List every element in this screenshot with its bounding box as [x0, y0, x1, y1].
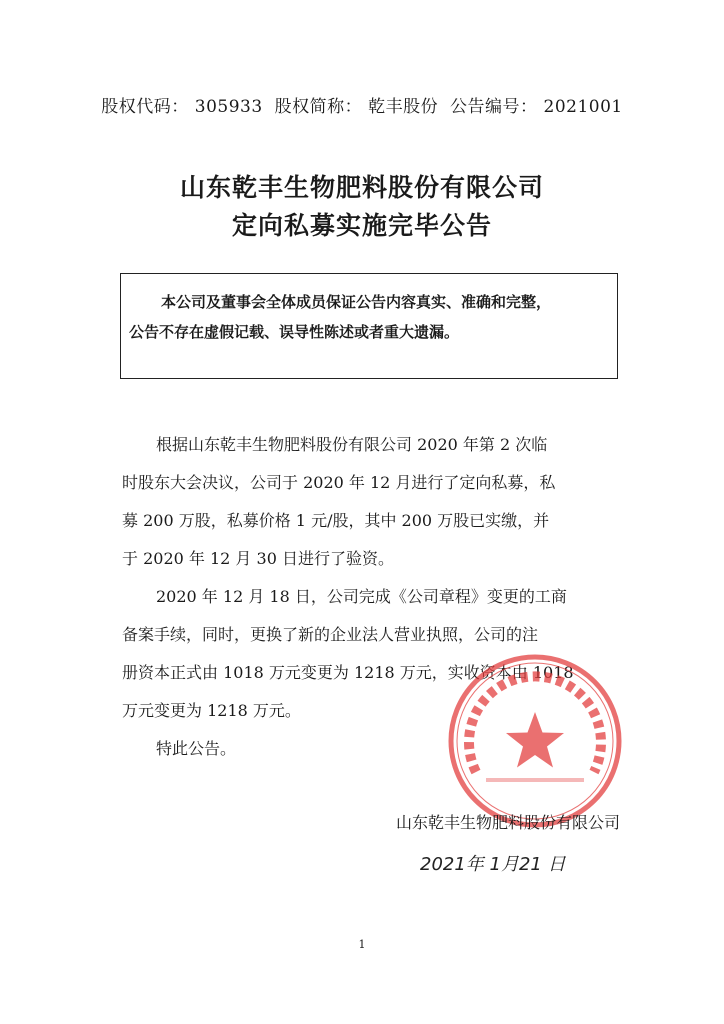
stock-abbr: 乾丰股份	[368, 97, 439, 117]
paragraph-private-placement	[122, 426, 622, 578]
seal-star-icon	[506, 712, 564, 768]
stock-code: 305933	[194, 97, 263, 117]
paragraph-line: 册资本正式由 1018 万元变更为 1218 万元，实收资本由 1018	[122, 663, 574, 682]
disclaimer-line-1: 本公司及董事会全体成员保证公告内容真实、准确和完整，	[161, 293, 552, 311]
paragraph-line: 时股东大会决议，公司于 2020 年 12 月进行了定向私募，私	[122, 473, 556, 492]
announcement-title: 定向私募实施完毕公告	[231, 211, 492, 240]
disclaimer-line-2: 公告不存在虚假记载、误导性陈述或者重大遗漏。	[129, 323, 460, 341]
paragraph-line: 于 2020 年 12 月 30 日进行了验资。	[122, 549, 394, 568]
stock-info-header	[0, 92, 724, 117]
company-seal-stamp	[446, 652, 624, 830]
closing-text: 特此公告。	[156, 739, 237, 758]
notice-no-label: 公告编号：	[450, 97, 538, 117]
paragraph-line: 2020 年 12 月 18 日，公司完成《公司章程》变更的工商	[156, 587, 567, 606]
paragraph-line: 备案手续，同时，更换了新的企业法人营业执照，公司的注	[122, 625, 539, 644]
stock-abbr-label: 股权简称：	[274, 97, 363, 117]
company-title: 山东乾丰生物肥料股份有限公司	[179, 173, 544, 202]
notice-no: 2021001	[543, 97, 623, 117]
signature-company: 山东乾丰生物肥料股份有限公司	[395, 813, 620, 832]
paragraph-line: 万元变更为 1218 万元。	[122, 701, 301, 720]
disclaimer-box	[120, 273, 618, 379]
paragraph-line: 根据山东乾丰生物肥料股份有限公司 2020 年第 2 次临	[156, 435, 548, 454]
stock-code-label: 股权代码：	[101, 97, 189, 117]
signature-date: 2021年 1月21 日	[420, 854, 566, 875]
page-number: 1	[358, 938, 366, 951]
paragraph-line: 募 200 万股，私募价格 1 元/股，其中 200 万股已实缴，并	[122, 511, 550, 530]
